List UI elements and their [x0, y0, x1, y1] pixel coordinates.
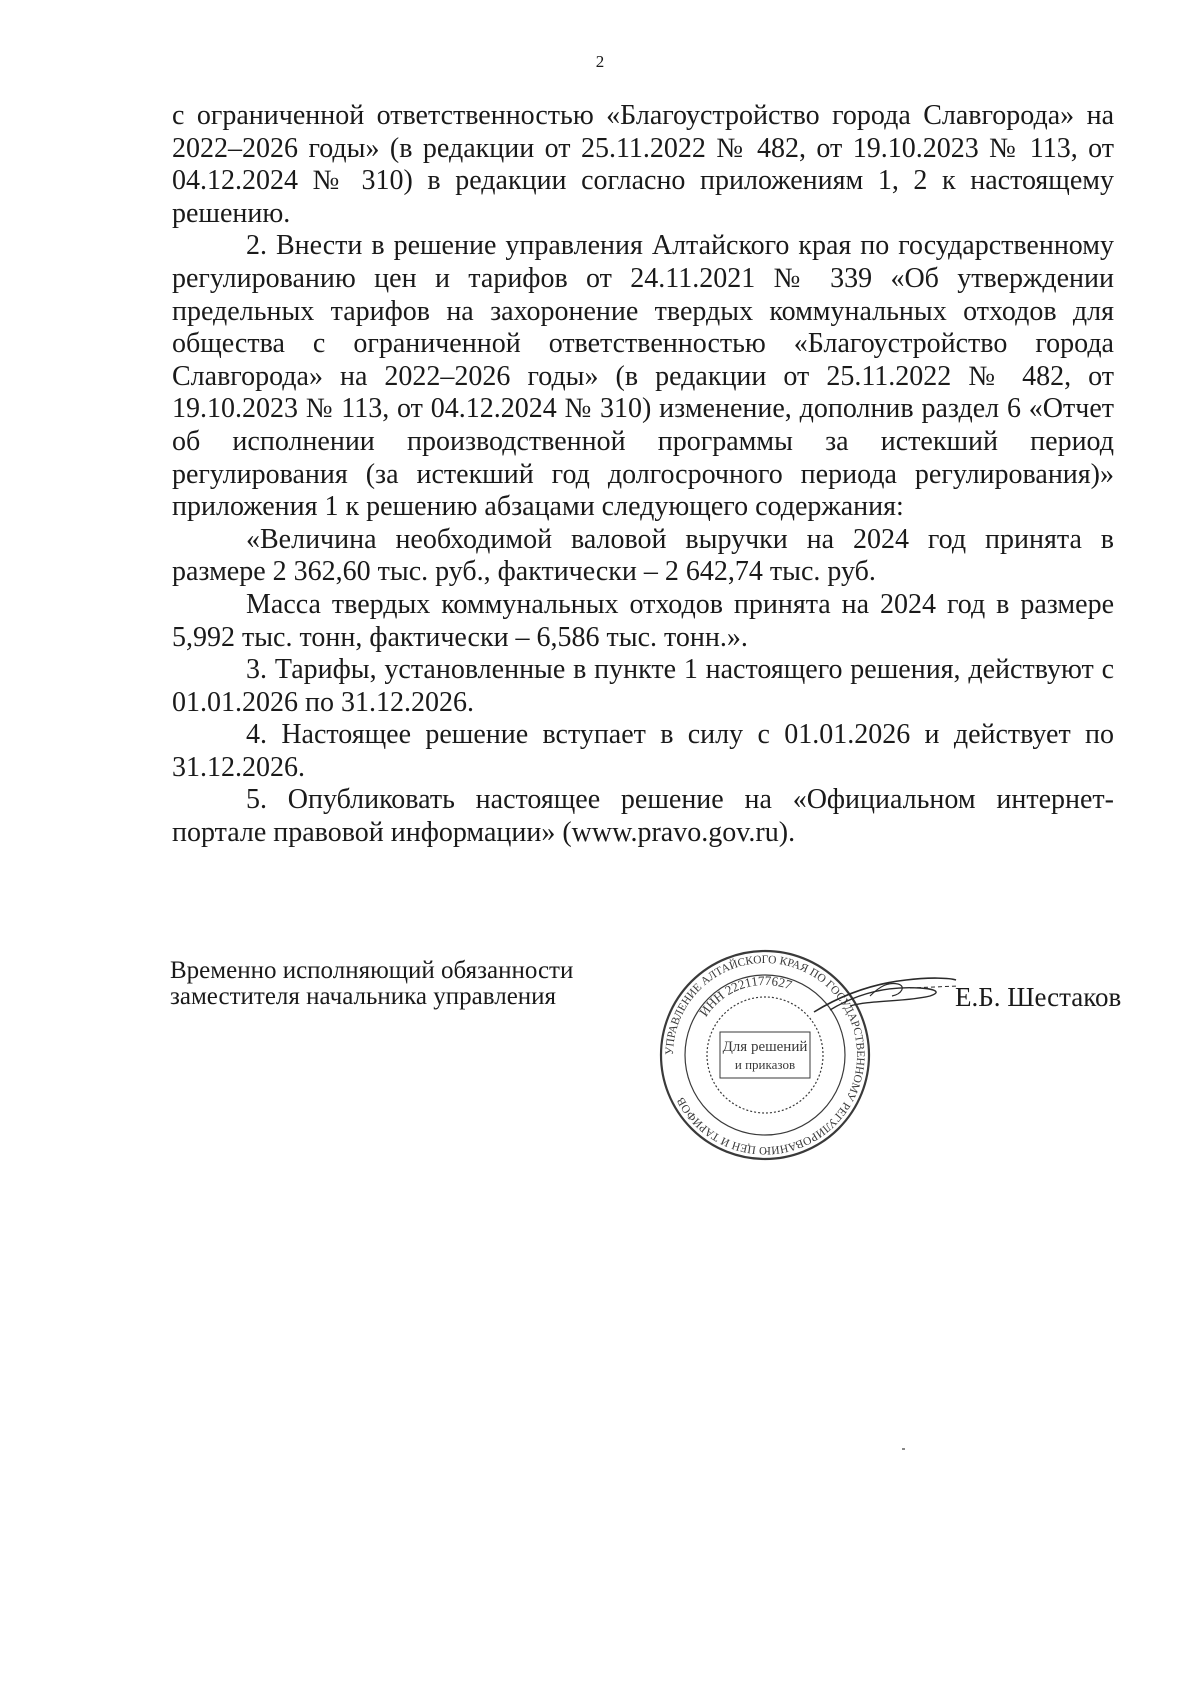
paragraph-item-2: 2. Внести в решение управления Алтайского края по государственному регулированию цен и тарифов от 24.11.2021 № 339 «Об утверждении предельных тарифов на захоронение твердых коммунальных отходов для общества с ограниченной ответственностью «Благоустройство города Славгорода» на 2022–2026 годы» (в редакции от 25.11.2022 № 482, от 19.10.2023 № 113, от 04.12.2024 № 310) изменение, дополнив раздел 6 «Отчет об исполнении производственной программы за истекший период регулирования (за истекший год долгосрочного периода регулирования)» приложения 1 к решению абзацами следующего содержания: [172, 230, 1114, 523]
handwritten-signature [810, 966, 960, 1026]
stamp-outer-text: УПРАВЛЕНИЕ АЛТАЙСКОГО КРАЯ ПО ГОСУДАРСТВЕННОМУ РЕГУЛИРОВАНИЮ ЦЕН И ТАРИФОВ [663, 953, 867, 1157]
paragraph-item-3: 3. Тарифы, установленные в пункте 1 настоящего решения, действуют с 01.01.2026 по 31.12.2026. [172, 654, 1114, 718]
paragraph-quoted-waste-mass: Масса твердых коммунальных отходов принята на 2024 год в размере 5,992 тыс. тонн, фактически – 6,586 тыс. тонн.». [172, 588, 1114, 653]
paragraph-item-4: 4. Настоящее решение вступает в силу с 01.01.2026 и действует по 31.12.2026. [172, 719, 1114, 783]
paragraph-continuation: с ограниченной ответственностью «Благоустройство города Славгорода» на 2022–2026 годы» (в редакции от 25.11.2022 № 482, от 19.10.2023 № 113, от 04.12.2024 № 310) в редакции согласно приложениям 1, 2 к настоящему решению. [172, 100, 1114, 229]
signatory-name: Е.Б. Шестаков [955, 982, 1122, 1012]
stamp-inn-text: ИНН 2221177627 [696, 972, 794, 1020]
signatory-position-line-1: Временно исполняющий обязанности [170, 957, 574, 984]
document-body [172, 100, 1114, 850]
page-number: 2 [595, 52, 605, 71]
stamp-center-line-2: и приказов [734, 1057, 796, 1072]
scan-speck [902, 1448, 905, 1450]
paragraph-quoted-revenue: «Величина необходимой валовой выручки на 2024 год принята в размере 2 362,60 тыс. руб., фактически – 2 642,74 тыс. руб. [172, 523, 1114, 588]
stamp-center-line-1: Для решений [722, 1039, 808, 1055]
signatory-position [170, 958, 573, 1010]
signatory-position-line-2: заместителя начальника управления [170, 983, 557, 1010]
paragraph-item-5: 5. Опубликовать настоящее решение на «Официальном интернет-портале правовой информации» (www.pravo.gov.ru). [172, 784, 1114, 849]
